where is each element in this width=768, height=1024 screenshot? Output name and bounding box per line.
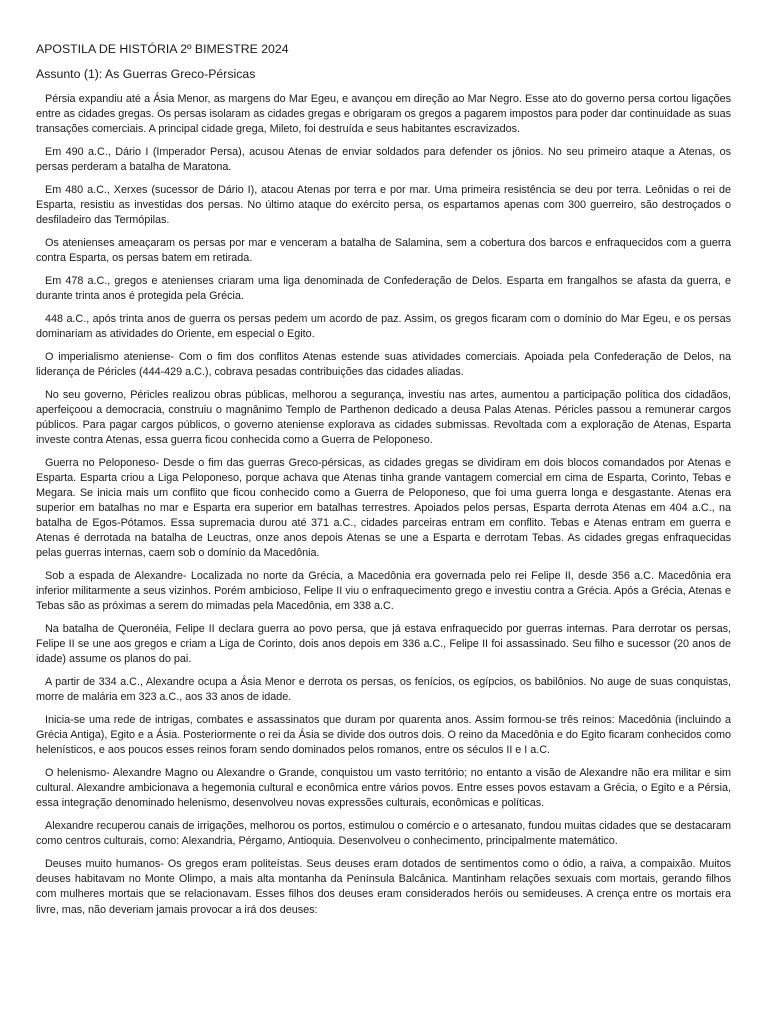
paragraph-salamina: Os atenienses ameaçaram os persas por mar e venceram a batalha de Salamina, sem a cobertura dos barcos e enfraquecidos com a guerra contra Esparta, os persas batem em retirada. (36, 237, 731, 265)
document-title: APOSTILA DE HISTÓRIA 2º BIMESTRE 2024 (36, 42, 289, 56)
paragraph-alexandre-espada: Sob a espada de Alexandre- Localizada no norte da Grécia, a Macedônia era governada pelo rei Felipe II, desde 356 a.C. Macedônia era inferior militarmente a seus vizinhos. Porém ambicioso, Felipe II viu o enfraquecimento grego e investiu contra a Grécia. Após a Grécia, Atenas e Tebas são as próximas a serem do mimadas pela Macedônia, em 338 a.C. (36, 570, 731, 613)
paragraph-334-bc: A partir de 334 a.C., Alexandre ocupa a Ásia Menor e derrota os persas, os fenícios, os egípcios, os babilônios. No auge de suas conquistas, morre de malária em 323 a.C., aos 33 anos de idade. (36, 676, 731, 704)
paragraph-peloponeso: Guerra no Peloponeso- Desde o fim das guerras Greco-pérsicas, as cidades gregas se dividiram em dois blocos comandados por Atenas e Esparta. Esparta criou a Liga Peloponeso, porque achava que Atenas tinha grande vantagem comercial em cima de Esparta, Corinto, Tebas e Megara. Se inicia mais um conflito que ficou conhecido como a Guerra de Peloponeso, que foi uma guerra longa e desgastante. Atenas era superior em batalhas no mar e Esparta era superior em batalhas terrestres. Apoiados pelos persas, Esparta derrota Atenas em 404 a.C., na batalha de Egos-Pótamos. Essa supremacia durou até 371 a.C., cidades parceiras entram em conflito. Tebas e Atenas entram em guerra e Atenas é derrotada na batalha de Leuctras, onze anos depois Atenas se une a Esparta e derrotam Tebas. As cidades gregas enfraquecidas pelas guerras internas, caem sob o domínio da Macedônia. (36, 457, 731, 560)
paragraph-intrigas: Inicia-se uma rede de intrigas, combates e assassinatos que duram por quarenta anos. Assim formou-se três reinos: Macedônia (incluindo a Grécia Antiga), Egito e a Ásia. Posteriormente o rei da Ásia se divide dos outros dois. O reino da Macedônia e do Egito ficaram conhecidos como helenísticos, e aos poucos esses reinos foram sendo dominados pelos romanos, entre os séculos II e I a.C. (36, 714, 731, 757)
paragraph-deuses: Deuses muito humanos- Os gregos eram politeístas. Seus deuses eram dotados de sentimentos como o ódio, a raiva, a compaixão. Muitos deuses habitavam no Monte Olimpo, a mais alta montanha da Península Balcânica. Mantinham relações sexuais com mortais, gerando filhos com mulheres mortais que se relacionavam. Esses filhos dos deuses eram considerados heróis ou semideuses. A crença entre os mortais era livre, mas, não deveriam jamais provocar a irá dos deuses: (36, 858, 731, 916)
paragraph-queroneia: Na batalha de Queronéia, Felipe II declara guerra ao povo persa, que já estava enfraquecido por guerras internas. Para derrotar os persas, Felipe II se une aos gregos e criam a Liga de Corinto, dois anos depois em 336 a.C., Felipe II foi assassinado. Seu filho e sucessor (20 anos de idade) assume os planos do pai. (36, 623, 731, 666)
paragraph-alexandre-obras: Alexandre recuperou canais de irrigações, melhorou os portos, estimulou o comércio e o artesanato, fundou muitas cidades que se destacaram como centros culturais, como: Alexandria, Pérgamo, Antioquia. Desenvolveu o conhecimento, principalmente matemático. (36, 820, 731, 848)
paragraph-persia-expansion: Pérsia expandiu até a Ásia Menor, as margens do Mar Egeu, e avançou em direção ao Mar Negro. Esse ato do governo persa cortou ligações entre as cidades gregas. Os persas isolaram as cidades gregas e obrigaram os gregos a pagarem impostos para poder dar continuidade as suas transações comerciais. A principal cidade grega, Mileto, foi destruída e seus habitantes escravizados. (36, 93, 731, 136)
paragraph-pericles: No seu governo, Péricles realizou obras públicas, melhorou a segurança, investiu nas artes, aumentou a participação política dos cidadãos, aperfeiçoou a democracia, construiu o magnânimo Templo de Parthenon dedicado a deusa Palas Atenas. Péricles passou a remunerar cargos públicos. Para pagar cargos públicos, o governo ateniense explorava as cidades submissas. Revoltada com a exploração de Atenas, Esparta investe contra Atenas, essa guerra ficou conhecida como a Guerra de Peloponeso. (36, 388, 731, 447)
paragraph-imperialismo: O imperialismo ateniense- Com o fim dos conflitos Atenas estende suas atividades comerciais. Apoiada pela Confederação de Delos, na liderança de Péricles (444-429 a.C.), cobrava pesadas contribuições das cidades aliadas. (36, 351, 731, 379)
paragraph-448-bc: 448 a.C., após trinta anos de guerra os persas pedem um acordo de paz. Assim, os gregos ficaram com o domínio do Mar Egeu, e os persas dominariam as atividades do Oriente, em especial o Egito. (36, 313, 731, 341)
paragraph-480-bc: Em 480 a.C., Xerxes (sucessor de Dário I), atacou Atenas por terra e por mar. Uma primeira resistência se deu por terra. Leônidas o rei de Esparta, resistiu as investidas dos persas. No último ataque do exército persa, os espartamos apenas com 300 guerreiro, são destroçados o desfiladeiro das Termópilas. (36, 184, 731, 227)
paragraph-478-bc: Em 478 a.C., gregos e atenienses criaram uma liga denominada de Confederação de Delos. Esparta em frangalhos se afasta da guerra, e durante trinta anos é protegida pela Grécia. (36, 275, 731, 303)
paragraph-490-bc: Em 490 a.C., Dário I (Imperador Persa), acusou Atenas de enviar soldados para defender os jônios. No seu primeiro ataque a Atenas, os persas perderam a batalha de Maratona. (36, 146, 731, 174)
document-subject: Assunto (1): As Guerras Greco-Pérsicas (36, 67, 256, 81)
paragraph-helenismo: O helenismo- Alexandre Magno ou Alexandre o Grande, conquistou um vasto território; no entanto a visão de Alexandre não era militar e sim cultural. Alexandre ambicionava a hegemonia cultural e econômica entre vários povos. Entre esses povos estavam a Grécia, o Egito e a Pérsia, essa integração denominado helenismo, desenvolveu novas expressões culturais, econômicas e políticas. (36, 767, 731, 810)
